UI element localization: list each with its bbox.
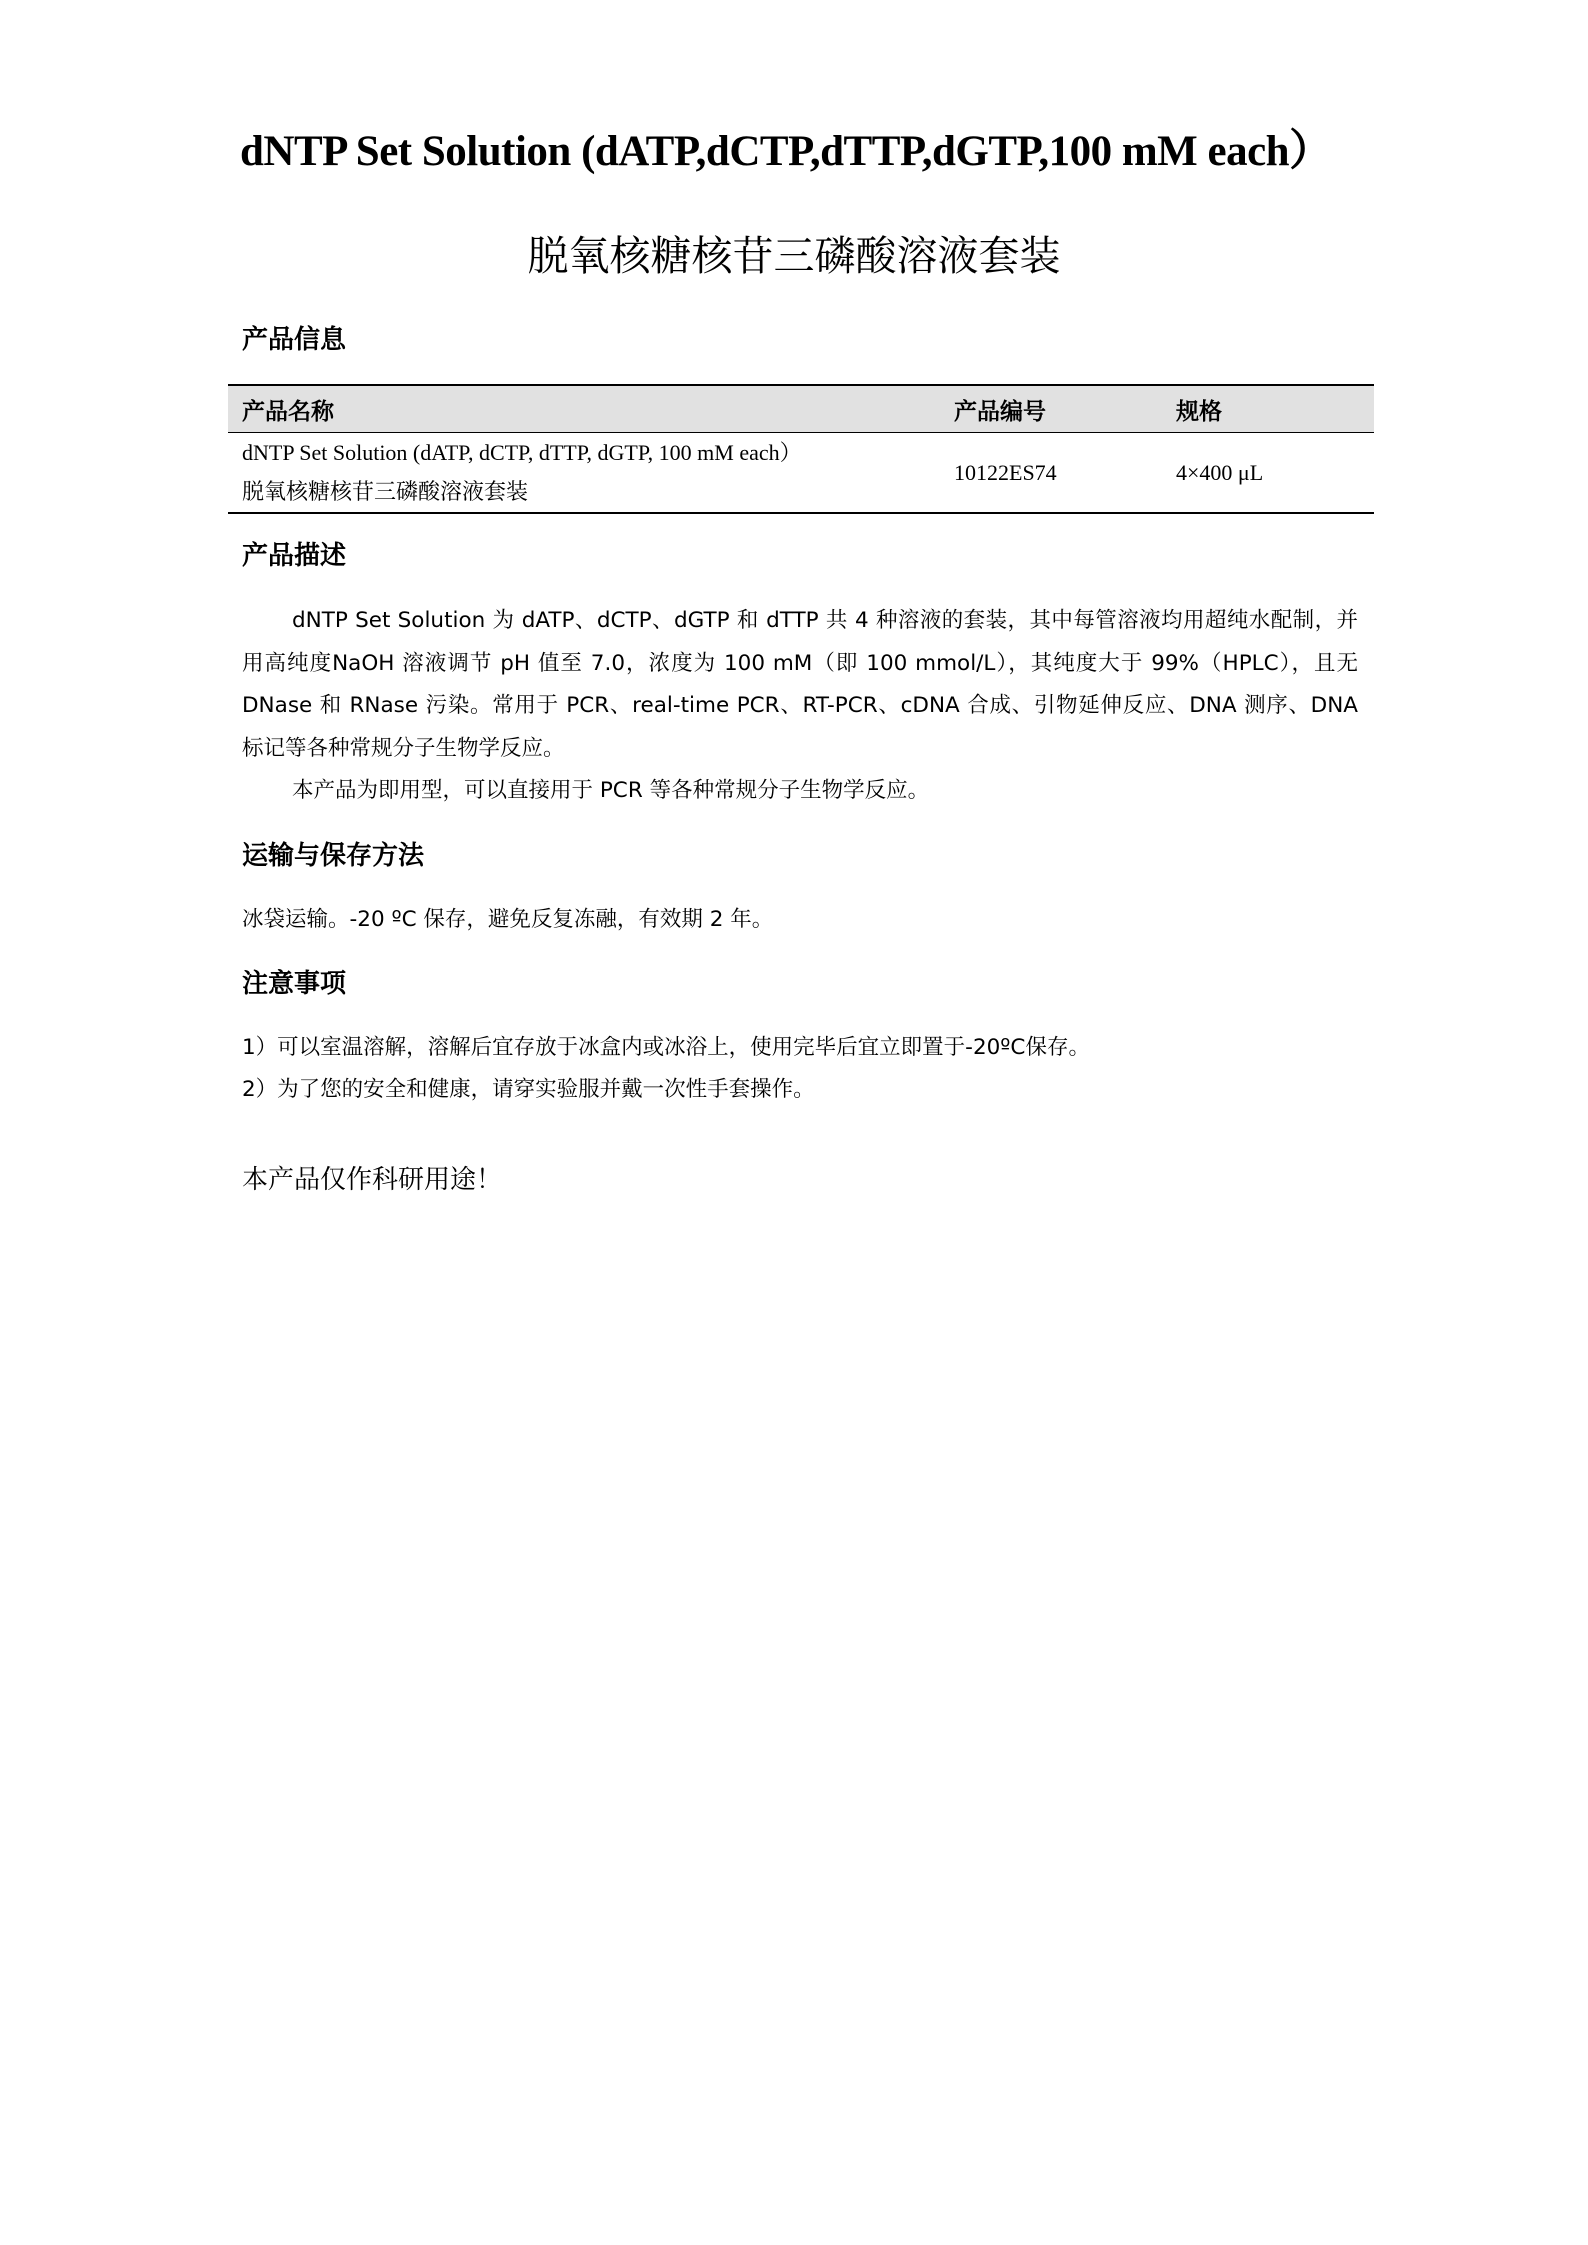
note-item: 1）可以室温溶解，溶解后宜存放于冰盒内或冰浴上，使用完毕后宜立即置于-20ºC保存。: [242, 1035, 1090, 1060]
storage-text: 冰袋运输。-20 ºC 保存，避免反复冻融，有效期 2 年。: [242, 907, 774, 932]
section-heading-description: 产品描述: [242, 541, 347, 571]
table-header-spec: 规格: [1176, 398, 1222, 425]
table-row: [228, 433, 1374, 512]
table-header-name: 产品名称: [242, 398, 334, 425]
table-header-row: [228, 386, 1374, 433]
product-name-cn: 脱氧核糖核苷三磷酸溶液套装: [242, 479, 529, 505]
description-paragraph-2: 本产品为即用型，可以直接用于 PCR 等各种常规分子生物学反应。: [292, 778, 930, 803]
product-name-en: dNTP Set Solution (dATP, dCTP, dTTP, dGTP, 100 mM each）: [242, 439, 802, 465]
research-use-only-note: 本产品仅作科研用途！: [242, 1165, 503, 1195]
section-heading-notes: 注意事项: [242, 969, 347, 999]
section-heading-product-info: 产品信息: [242, 325, 347, 355]
product-spec: 4×400 μL: [1176, 459, 1264, 485]
description-body: [242, 600, 1358, 813]
table-header-code: 产品编号: [954, 398, 1046, 425]
product-info-table: [228, 384, 1374, 514]
document-title-cn: 脱氧核糖核苷三磷酸溶液套装: [527, 232, 1061, 280]
table-cell-name: [228, 433, 954, 513]
description-paragraph-1: dNTP Set Solution 为 dATP、dCTP、dGTP 和 dTTP 共 4 种溶液的套装，其中每管溶液均用超纯水配制，并用高纯度NaOH 溶液调节 pH 值至 7.0，浓度为 100 mM（即 100 mmol/L），其纯度大于 99%（HPLC），且无 DNase 和 RNase 污染。常用于 PCR、real-time PCR、RT-PCR、cDNA 合成、引物延伸反应、DNA 测序、DNA 标记等各种常规分子生物学反应。: [242, 608, 1358, 761]
section-heading-storage: 运输与保存方法: [242, 841, 425, 871]
note-item: 2）为了您的安全和健康，请穿实验服并戴一次性手套操作。: [242, 1077, 815, 1102]
document-title-en: dNTP Set Solution (dATP,dCTP,dTTP,dGTP,100 mM each）: [240, 128, 1332, 175]
product-code: 10122ES74: [954, 459, 1057, 485]
